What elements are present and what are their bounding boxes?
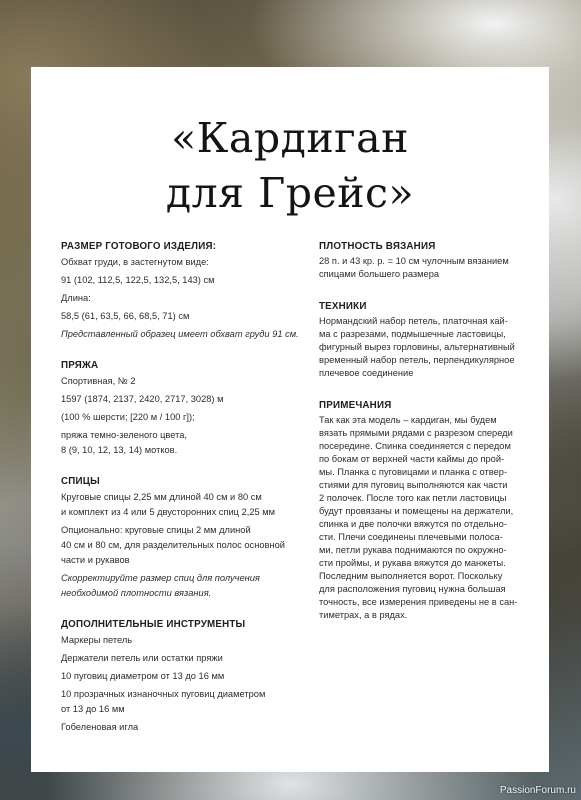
needles-line-2: и комплект из 4 или 5 двусторонних спиц 2,25 мм [61, 507, 276, 517]
tools-line-6: Гобеленовая игла [61, 722, 139, 732]
yarn-color-2: 8 (9, 10, 12, 13, 14) мотков. [61, 445, 178, 455]
tools-line-2: Держатели петель или остатки пряжи [61, 653, 223, 663]
needles-line-4: 40 см и 80 см, для разделительных полос основной [61, 540, 285, 550]
chest-label: Обхват груди, в застегнутом виде: [61, 257, 209, 267]
notes-text [319, 414, 529, 622]
notes-line: Последним выполняется ворот. Поскольку [319, 571, 503, 581]
left-column [61, 241, 311, 747]
yarn-composition: (100 % шерсти; [220 м / 100 г]); [61, 412, 195, 422]
needles-line-1: Круговые спицы 2,25 мм длиной 40 см и 80 см [61, 492, 262, 502]
gauge-text [319, 255, 529, 281]
tools-section [61, 619, 311, 735]
yarn-section [61, 360, 311, 458]
length-values: 58,5 (61, 63,5, 66, 68,5, 71) см [61, 311, 190, 321]
pattern-card [31, 67, 549, 772]
notes-line: для расположения пуговиц нужна большая [319, 584, 506, 594]
gauge-line: 28 п. и 43 кр. р. = 10 см чулочным вязанием [319, 256, 509, 266]
right-column [319, 241, 529, 634]
needles-section [61, 476, 311, 601]
size-section [61, 241, 311, 342]
notes-line: ми, петли рукава поднимаются по окружно- [319, 545, 507, 555]
sample-note: Представленный образец имеет обхват груди 91 см. [61, 329, 299, 339]
techniques-heading: ТЕХНИКИ [319, 301, 367, 312]
page-title [31, 111, 549, 221]
techniques-line: Нормандский набор петель, платочная кай- [319, 316, 508, 326]
gauge-heading: ПЛОТНОСТЬ ВЯЗАНИЯ [319, 241, 436, 252]
notes-line: вязать прямыми рядами с разрезом спереди [319, 428, 513, 438]
notes-line: 2 полочек. После того как петли ластовицы [319, 493, 507, 503]
notes-section [319, 400, 529, 622]
techniques-text [319, 315, 529, 380]
title-line-1: «Кардиган [171, 114, 409, 162]
notes-heading: ПРИМЕЧАНИЯ [319, 400, 392, 411]
yarn-color-1: пряжа темно-зеленого цвета, [61, 430, 188, 440]
title-line-2: для Грейс» [165, 169, 415, 217]
gauge-line: спицами большего размера [319, 269, 440, 279]
tools-line-1: Маркеры петель [61, 635, 133, 645]
yarn-heading: ПРЯЖА [61, 360, 99, 371]
size-heading: РАЗМЕР ГОТОВОГО ИЗДЕЛИЯ: [61, 241, 217, 252]
notes-line: сти. Плечи соединены плечевыми полоса- [319, 532, 503, 542]
site-watermark: PassionForum.ru [499, 785, 576, 796]
needles-heading: СПИЦЫ [61, 476, 100, 487]
tools-line-3: 10 пуговиц диаметром от 13 до 16 мм [61, 671, 225, 681]
notes-line: сти проймы, и рукава вяжутся до манжеты. [319, 558, 506, 568]
tools-line-4: 10 прозрачных изнаночных пуговиц диаметром [61, 689, 266, 699]
techniques-line: ма с разрезами, подмышечные ластовицы, [319, 329, 506, 339]
needles-note-2: необходимой плотности вязания. [61, 588, 212, 598]
notes-line: стиями для пуговиц выполняются как части [319, 480, 508, 490]
notes-line: точность, все измерения приведены не в сан- [319, 597, 518, 607]
notes-line: спинка и две полочки вяжутся по отдельно- [319, 519, 507, 529]
needles-line-5: части и рукавов [61, 555, 130, 565]
notes-line: мы. Планка с пуговицами и планка с отвер- [319, 467, 508, 477]
chest-values: 91 (102, 112,5, 122,5, 132,5, 143) см [61, 275, 215, 285]
tools-heading: ДОПОЛНИТЕЛЬНЫЕ ИНСТРУМЕНТЫ [61, 619, 246, 630]
needles-note-1: Скорректируйте размер спиц для получения [61, 573, 260, 583]
techniques-line: временный набор петель, перпендикулярное [319, 355, 515, 365]
yarn-type: Спортивная, № 2 [61, 376, 136, 386]
notes-line: тиметрах, а в рядах. [319, 610, 408, 620]
length-label: Длина: [61, 293, 91, 303]
yarn-meters: 1597 (1874, 2137, 2420, 2717, 3028) м [61, 394, 224, 404]
notes-line: будут провязаны и помещены на держатели, [319, 506, 514, 516]
techniques-section [319, 301, 529, 380]
notes-line: Так как эта модель – кардиган, мы будем [319, 415, 497, 425]
techniques-line: фигурный вырез горловины, альтернативный [319, 342, 515, 352]
gauge-section [319, 241, 529, 281]
notes-line: посередине. Спинка соединяется с передом [319, 441, 511, 451]
notes-line: по бокам от верхней части каймы до прой- [319, 454, 505, 464]
tools-line-5: от 13 до 16 мм [61, 704, 125, 714]
needles-line-3: Опционально: круговые спицы 2 мм длиной [61, 525, 251, 535]
techniques-line: плечевое соединение [319, 368, 414, 378]
